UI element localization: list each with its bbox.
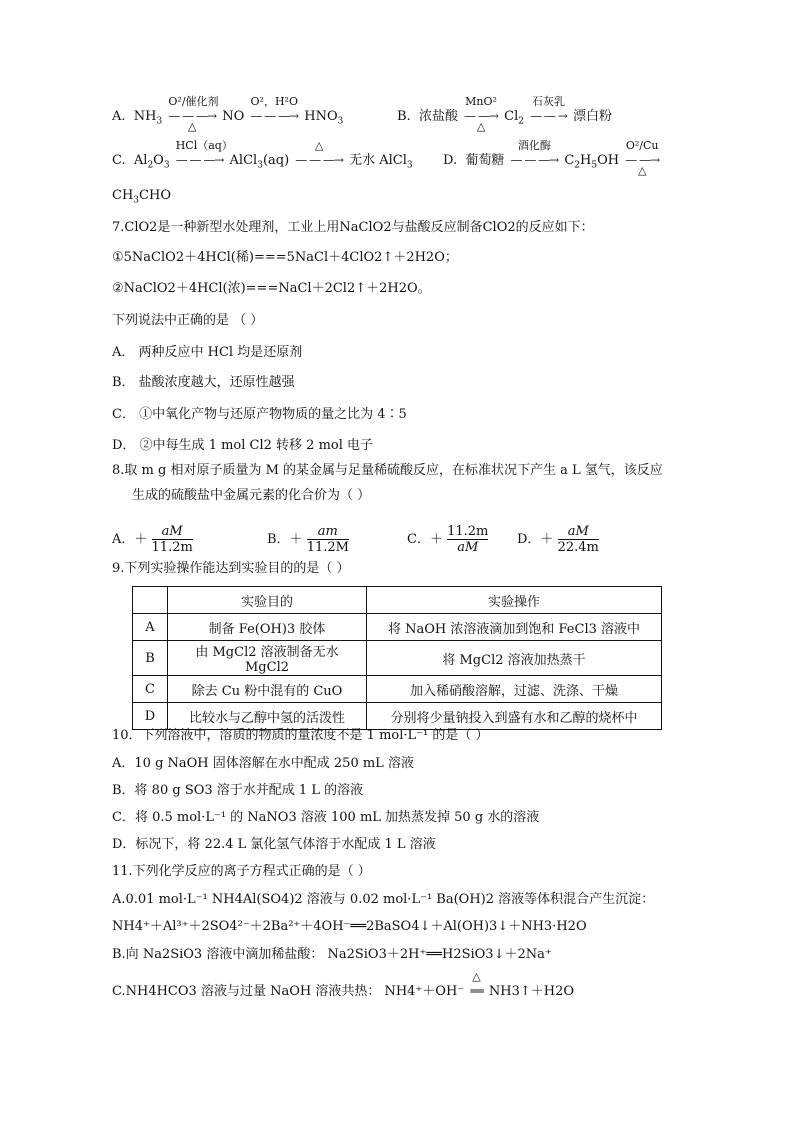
reaction-arrow: HCl（aq） — — —→	[175, 139, 233, 167]
q9-table	[132, 586, 662, 730]
table-cell: A	[133, 614, 168, 641]
q7-option-C: C． ①中氧化产物与还原产物物质的量之比为 4∶5	[112, 407, 407, 422]
q10-option-A: A．10 g NaOH 固体溶解在水中配成 250 mL 溶液	[112, 756, 414, 771]
option-C-top: C. $Al_2O_3$ HCl（aq） — — —→ AlCl$_3$(aq) △ — — —→ 无水 AlCl$_3$	[112, 139, 413, 171]
heat-condition-sign: △ ══	[470, 970, 483, 998]
q11-option-C: C.NH4HCO3 溶液与过量 NaOH 溶液共热： NH4⁺＋OH⁻ △ ══ NH3↑＋H2O	[112, 970, 575, 999]
table-row	[133, 614, 662, 641]
reaction-arrow: △ — — —→	[295, 139, 343, 167]
q11-option-A: A.0.01 mol·L⁻¹ NH4Al(SO4)2 溶液与 0.02 mol·L⁻¹ Ba(OH)2 溶液等体积混合产生沉淀：	[112, 892, 655, 907]
q8-option-A: A．＋ $\frac{aM}{11.2m}$	[112, 524, 193, 555]
table-header-row	[133, 587, 662, 614]
q7-eq1: ①5NaClO2＋4HCl(稀)===5NaCl＋4ClO2↑＋2H2O；	[112, 250, 458, 265]
option-A-top: A. $NH_3$ O²/催化剂 △ — — —→ NO O²，H²O — — —→ $HNO_3$	[112, 95, 344, 133]
q10-stem: 10．下列溶液中，溶质的物质的量浓度不是 1 mol·L⁻¹ 的是（ ）	[112, 728, 489, 743]
q10-option-C: C．将 0.5 mol·L⁻¹ 的 NaNO3 溶液 100 mL 加热蒸发掉 50 g 水的溶液	[112, 810, 540, 825]
option-D-top: D. 葡萄糖 酒化酶 — — —→ $C_2H_5OH$ O²/Cu △ — —→	[443, 139, 660, 177]
q8-option-B: B．＋ $\frac{am}{11.2M}$	[267, 524, 349, 555]
table-row	[133, 676, 662, 703]
table-row	[133, 641, 662, 676]
table-cell: 除去 Cu 粉中混有的 CuO	[168, 676, 367, 703]
reaction-arrow: 石灰乳 — — →	[530, 95, 567, 123]
table-row	[133, 703, 662, 730]
table-header	[133, 587, 168, 614]
q10-option-D: D．标况下，将 22.4 L 氯化氢气体溶于水配成 1 L 溶液	[112, 837, 436, 852]
q7-option-A: A． 两种反应中 HCl 均是还原剂	[112, 345, 303, 360]
table-cell: 由 MgCl2 溶液制备无水 MgCl2	[168, 641, 367, 676]
table-cell: 比较水与乙醇中氢的活泼性	[168, 703, 367, 730]
reaction-arrow: MnO² △ — —→	[464, 95, 498, 133]
option-B-top: B. 浓盐酸 MnO² △ — —→ $Cl_2$ 石灰乳 — — → 漂白粉	[397, 95, 612, 133]
table-cell: 分别将少量钠投入到盛有水和乙醇的烧杯中	[367, 703, 662, 730]
q11-option-B: B.向 Na2SiO3 溶液中滴加稀盐酸： Na2SiO3＋2H⁺══H2SiO3↓＋2Na⁺	[112, 947, 552, 962]
q7-ask: 下列说法中正确的是 （ ）	[112, 313, 264, 328]
table-cell: B	[133, 641, 168, 676]
table-cell: C	[133, 676, 168, 703]
q8-option-C: C．＋ $\frac{11.2m}{aM}$	[407, 524, 489, 555]
table-header: 实验目的	[168, 587, 367, 614]
q7-option-B: B． 盐酸浓度越大，还原性越强	[112, 375, 295, 390]
reaction-arrow: O²，H²O — — —→	[250, 95, 299, 123]
q7-option-D: D． ②中每生成 1 mol Cl2 转移 2 mol 电子	[112, 438, 374, 453]
reaction-arrow: O²/催化剂 △ — — —→	[168, 95, 219, 133]
q10-option-B: B．将 80 g SO3 溶于水并配成 1 L 的溶液	[112, 783, 364, 798]
q8-stem-1: 8.取 m g 相对原子质量为 M 的某金属与足量稀硫酸反应，在标准状况下产生 a L 氢气，该反应	[112, 463, 663, 478]
q8-options	[112, 516, 672, 555]
q7-eq2: ②NaClO2＋4HCl(浓)===NaCl＋2Cl2↑＋2H2O。	[112, 281, 431, 296]
table-header: 实验操作	[367, 587, 662, 614]
table-cell: 加入稀硝酸溶解，过滤、洗涤、干燥	[367, 676, 662, 703]
reaction-arrow: 酒化酶 — — —→	[510, 139, 559, 167]
q8-option-D: D．＋ $\frac{aM}{22.4m}$	[517, 524, 599, 555]
table-cell: 制备 Fe(OH)3 胶体	[168, 614, 367, 641]
q11-option-A-equation: NH4⁺＋Al³⁺＋2SO4²⁻＋2Ba²⁺＋4OH⁻══2BaSO4↓＋Al(OH)3↓＋NH3·H2O	[112, 919, 587, 934]
q7-stem: 7.ClO2是一种新型水处理剂，工业上用NaClO2与盐酸反应制备ClO2的反应如下：	[112, 220, 594, 235]
reaction-arrow: O²/Cu △ — —→	[625, 139, 660, 177]
table-cell: D	[133, 703, 168, 730]
q9-stem: 9.下列实验操作能达到实验目的的是（ ）	[112, 561, 350, 576]
table-cell: 将 NaOH 浓溶液滴加到饱和 FeCl3 溶液中	[367, 614, 662, 641]
q11-stem: 11.下列化学反应的离子方程式正确的是（ ）	[112, 864, 371, 879]
table-cell: 将 MgCl2 溶液加热蒸干	[367, 641, 662, 676]
option-D-top-cont: $CH_3CHO$	[112, 188, 171, 206]
q8-stem-2: 生成的硫酸盐中金属元素的化合价为（ ）	[132, 488, 371, 503]
